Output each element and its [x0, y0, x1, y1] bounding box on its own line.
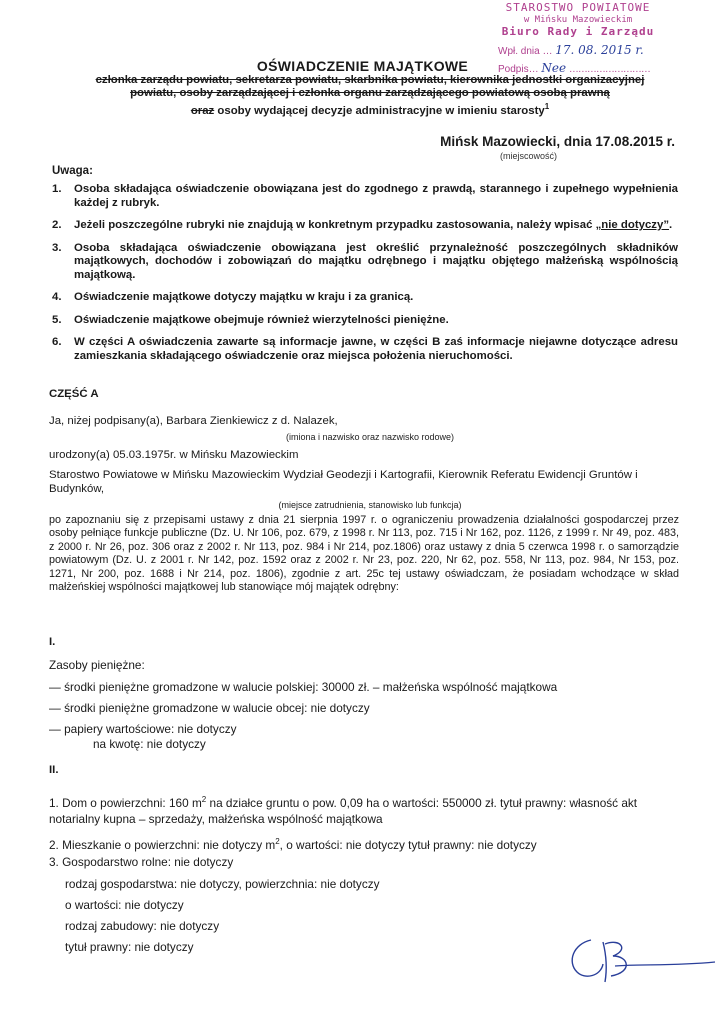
place-date: Mińsk Mazowiecki, dnia 17.08.2015 r. — [440, 134, 675, 149]
money-foreign: — środki pieniężne gromadzone w walucie obcej: nie dotyczy — [49, 701, 370, 715]
money-label: Zasoby pieniężne: — [49, 658, 145, 672]
farm-buildings: rodzaj zabudowy: nie dotyczy — [65, 919, 220, 933]
notes-heading: Uwaga: — [52, 165, 93, 177]
office-stamp — [494, 2, 662, 38]
subtitle-line-3 — [60, 100, 680, 118]
birth-line: urodzony(a) 05.03.1975r. w Mińsku Mazowieckim — [49, 449, 299, 461]
farm-title: tytuł prawny: nie dotyczy — [65, 940, 194, 954]
subtitle-plain: osoby wydającej decyzje administracyjne w imieniu starosty — [217, 104, 545, 117]
page-title: OŚWIADCZENIE MAJĄTKOWE — [256, 58, 469, 74]
employment-line: Starostwo Powiatowe w Mińsku Mazowieckim Wydział Geodezji i Kartografii, Kierownik Referatu Ewidencji Gruntów i Budynków, — [49, 469, 638, 495]
stamp-sign-label: Podpis — [498, 64, 529, 75]
note-item: 4. Oświadczenie majątkowe dotyczy majątku w kraju i za granicą. — [52, 291, 414, 303]
subtitle-strike-oraz: oraz — [190, 104, 215, 117]
section-1-heading: I. — [49, 636, 56, 648]
stamp-received-label: Wpł. dnia — [498, 46, 540, 57]
stamp-sign-value: Nee — [541, 61, 567, 75]
stamp-line-3: Biuro Rady i Zarządu — [501, 25, 655, 38]
money-pln: — środki pieniężne gromadzone w walucie polskiej: 30000 zł. – małżeńska wspólność majątkowa — [49, 680, 558, 694]
part-a-heading: CZĘŚĆ A — [49, 388, 99, 400]
flat-line: 2. Mieszkanie o powierzchni: nie dotyczy $m^2$, o wartości: nie dotyczy tytuł prawny: nie dotyczy — [49, 837, 537, 852]
note-item: 2. Jeżeli poszczególne rubryki nie znajdują w konkretnym przypadku zastosowania, należy wpisać „nie dotyczy”. — [52, 219, 673, 231]
note-item: 5. Oświadczenie majątkowe obejmuje również wierzytelności pieniężne. — [52, 313, 449, 326]
section-2-heading: II. — [49, 764, 59, 776]
footnote-mark: 1 — [544, 102, 550, 111]
page-subtitle — [60, 74, 680, 118]
legal-paragraph: po zapoznaniu się z przepisami ustawy z dnia 21 sierpnia 1997 r. o ograniczeniu prowadzenia działalności gospodarczej przez osoby pełniące funkcje publiczne (Dz. U. Nr 106, poz. 679, z 1998 r. Nr 113, poz. 715 i Nr 162, poz. 1126, z 1999 r. Nr 49, poz. 483, z 2000 r. Nr 26, poz. 306 oraz z 2002 r. Nr 113, poz. 984 i Nr 214, poz.1806) oraz ustawy z dnia 5 czerwca 1998 r. o samorządzie powiatowym (Dz. U. z 2001 r. Nr 142, poz. 1592 oraz z 2002 r. Nr 23, poz. 220, Nr 62, poz. 558, Nr 113, poz. 984, Nr 153, poz. 1271, Nr 200, poz. 1688 i Nr 214, poz. 1806), zgodnie z art. 25c tej ustawy oświadczam, że posiadam wchodzące w skład małżeńskiej wspólności majątkowej lub stanowiące mój majątek odrębny: — [49, 514, 679, 594]
stamp-line-1: STAROSTWO POWIATOWE — [505, 1, 651, 14]
securities: — papiery wartościowe: nie dotyczy — [49, 722, 237, 736]
house-title: notarialny kupna – sprzedaży, małżeńska wspólność majątkowa — [49, 812, 383, 826]
stamp-received-row: Wpł. dnia … 17. 08. 2015 r. — [498, 43, 644, 57]
farm-value: o wartości: nie dotyczy — [65, 898, 184, 912]
signature-graphic — [563, 932, 718, 988]
declarant-note: (imiona i nazwisko oraz nazwisko rodowe) — [285, 432, 455, 442]
stamp-line-2: w Mińsku Mazowieckim — [523, 15, 633, 25]
stamp-sign-row: Podpis… Nee ……………………… — [498, 61, 650, 75]
securities-amount: na kwotę: nie dotyczy — [93, 737, 206, 751]
subtitle-line-2: powiatu, osoby zarządzającej i członka organu zarządzającego powiatową osobą prawną — [130, 87, 610, 99]
farm-line: 3. Gospodarstwo rolne: nie dotyczy — [49, 855, 234, 869]
notes-list — [52, 183, 678, 372]
stamp-received-date: 17. 08. 2015 r. — [555, 43, 644, 57]
employment-note: (miejsce zatrudnienia, stanowisko lub funkcja) — [278, 500, 462, 510]
subtitle-line-1: członka zarządu powiatu, sekretarza powiatu, skarbnika powiatu, kierownika jednostki organizacyjnej — [95, 74, 645, 86]
declarant-line: Ja, niżej podpisany(a), Barbara Zienkiewicz z d. Nalazek, — [49, 415, 338, 427]
farm-type: rodzaj gospodarstwa: nie dotyczy, powierzchnia: nie dotyczy — [65, 877, 380, 891]
place-note: (miejscowość) — [500, 151, 558, 161]
note-item: 3. Osoba składająca oświadczenie obowiązana jest określić przynależność poszczególnych składników majątkowych, dochodów i zobowiązań do majątku odrębnego i majątku objętego małżeńską wspólnością majątkową. — [52, 241, 678, 281]
note-quote: „nie dotyczy” — [595, 219, 670, 231]
note-item: 1. Osoba składająca oświadczenie obowiązana jest do zgodnego z prawdą, starannego i zupełnego wypełnienia każdej z rubryk. — [52, 183, 678, 209]
house-line: 1. Dom o powierzchni: 160 $m^2$ na działce gruntu o pow. 0,09 ha o wartości: 550000 zł. tytuł prawny: własność akt — [49, 795, 638, 810]
note-item: 6. W części A oświadczenia zawarte są informacje jawne, w części B zaś informacje niejawne dotyczące adresu zamieszkania składającego oświadczenie oraz miejsca położenia nieruchomości. — [52, 336, 678, 362]
